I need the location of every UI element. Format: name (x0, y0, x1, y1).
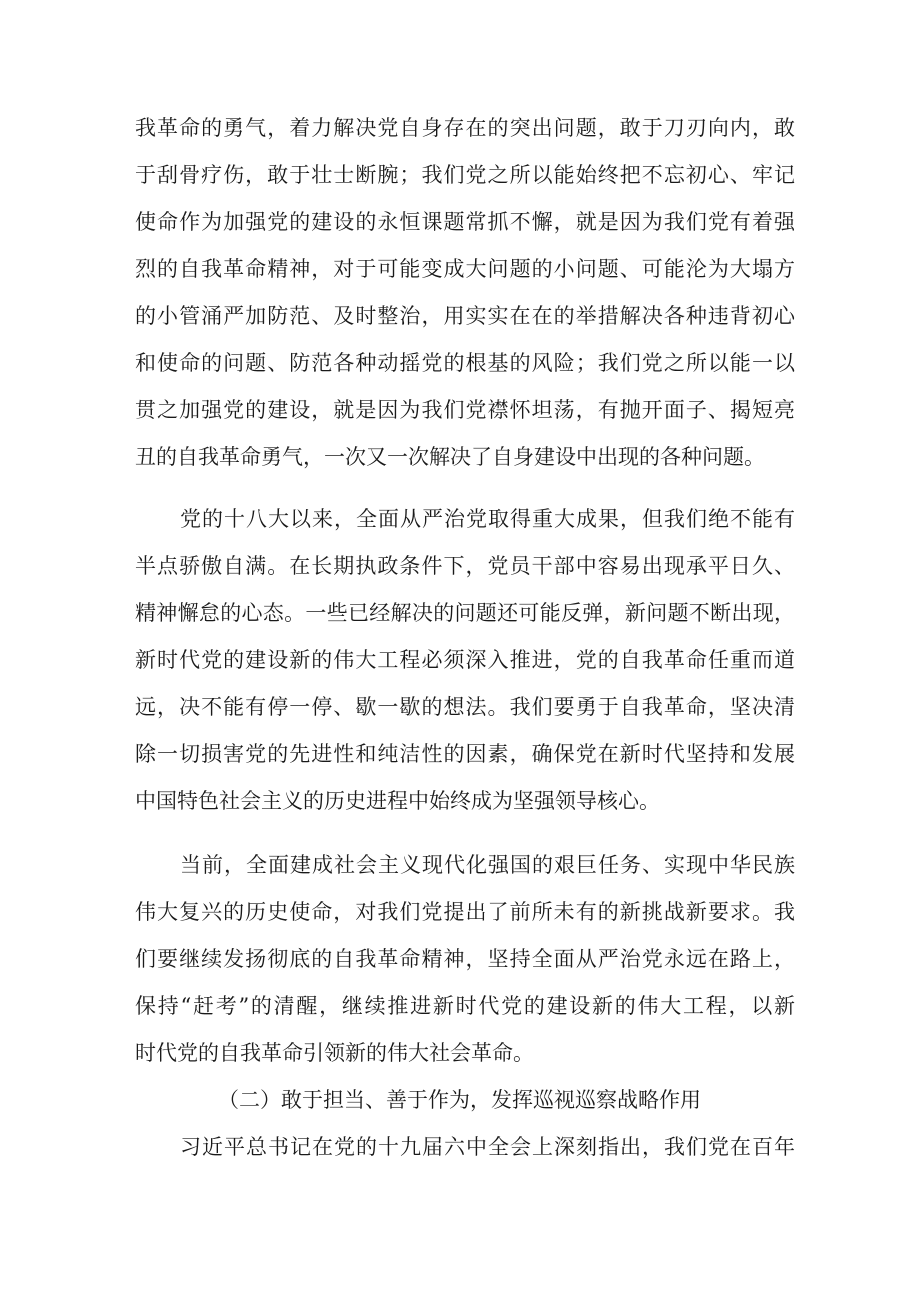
section-heading: （二）敢于担当、善于作为，发挥巡视巡察战略作用 (218, 1088, 701, 1112)
text-line: 伟大复兴的历史使命，对我们党提出了前所未有的新挑战新要求。我 (135, 900, 795, 924)
text-line: 们要继续发扬彻底的自我革命精神，坚持全面从严治党永远在路上， (135, 947, 795, 971)
text-line: 远，决不能有停一停、歇一歇的想法。我们要勇于自我革命，坚决清 (135, 695, 795, 719)
text-line: 新时代党的建设新的伟大工程必须深入推进，党的自我革命任重而道 (135, 648, 795, 672)
text-line: 半点骄傲自满。在长期执政条件下，党员干部中容易出现承平日久、 (135, 554, 795, 578)
text-line: 当前，全面建成社会主义现代化强国的艰巨任务、实现中华民族 (180, 853, 795, 877)
text-line: 和使命的问题、防范各种动摇党的根基的风险；我们党之所以能一以 (135, 351, 795, 375)
text-line: 贯之加强党的建设，就是因为我们党襟怀坦荡，有抛开面子、揭短亮 (135, 398, 795, 422)
text-line: 习近平总书记在党的十九届六中全会上深刻指出，我们党在百年 (180, 1135, 795, 1159)
text-line: 时代党的自我革命引领新的伟大社会革命。 (135, 1041, 534, 1065)
text-line: 使命作为加强党的建设的永恒课题常抓不懈，就是因为我们党有着强 (135, 210, 795, 234)
text-line: 党的十八大以来，全面从严治党取得重大成果，但我们绝不能有 (180, 507, 795, 531)
text-line: 烈的自我革命精神，对于可能变成大问题的小问题、可能沦为大塌方 (135, 257, 795, 281)
text-line: 除一切损害党的先进性和纯洁性的因素，确保党在新时代坚持和发展 (135, 742, 795, 766)
text-line: 我革命的勇气，着力解决党自身存在的突出问题，敢于刀刃向内，敢 (135, 116, 795, 140)
text-line: 丑的自我革命勇气，一次又一次解决了自身建设中出现的各种问题。 (135, 445, 765, 469)
text-line: 保持“赶考”的清醒，继续推进新时代党的建设新的伟大工程，以新 (135, 994, 795, 1018)
text-line: 的小管涌严加防范、及时整治，用实实在在的举措解决各种违背初心 (135, 304, 795, 328)
text-line: 于刮骨疗伤，敢于壮士断腕；我们党之所以能始终把不忘初心、牢记 (135, 163, 795, 187)
text-line: 精神懈怠的心态。一些已经解决的问题还可能反弹，新问题不断出现， (135, 601, 795, 625)
text-line: 中国特色社会主义的历史进程中始终成为坚强领导核心。 (135, 789, 660, 813)
